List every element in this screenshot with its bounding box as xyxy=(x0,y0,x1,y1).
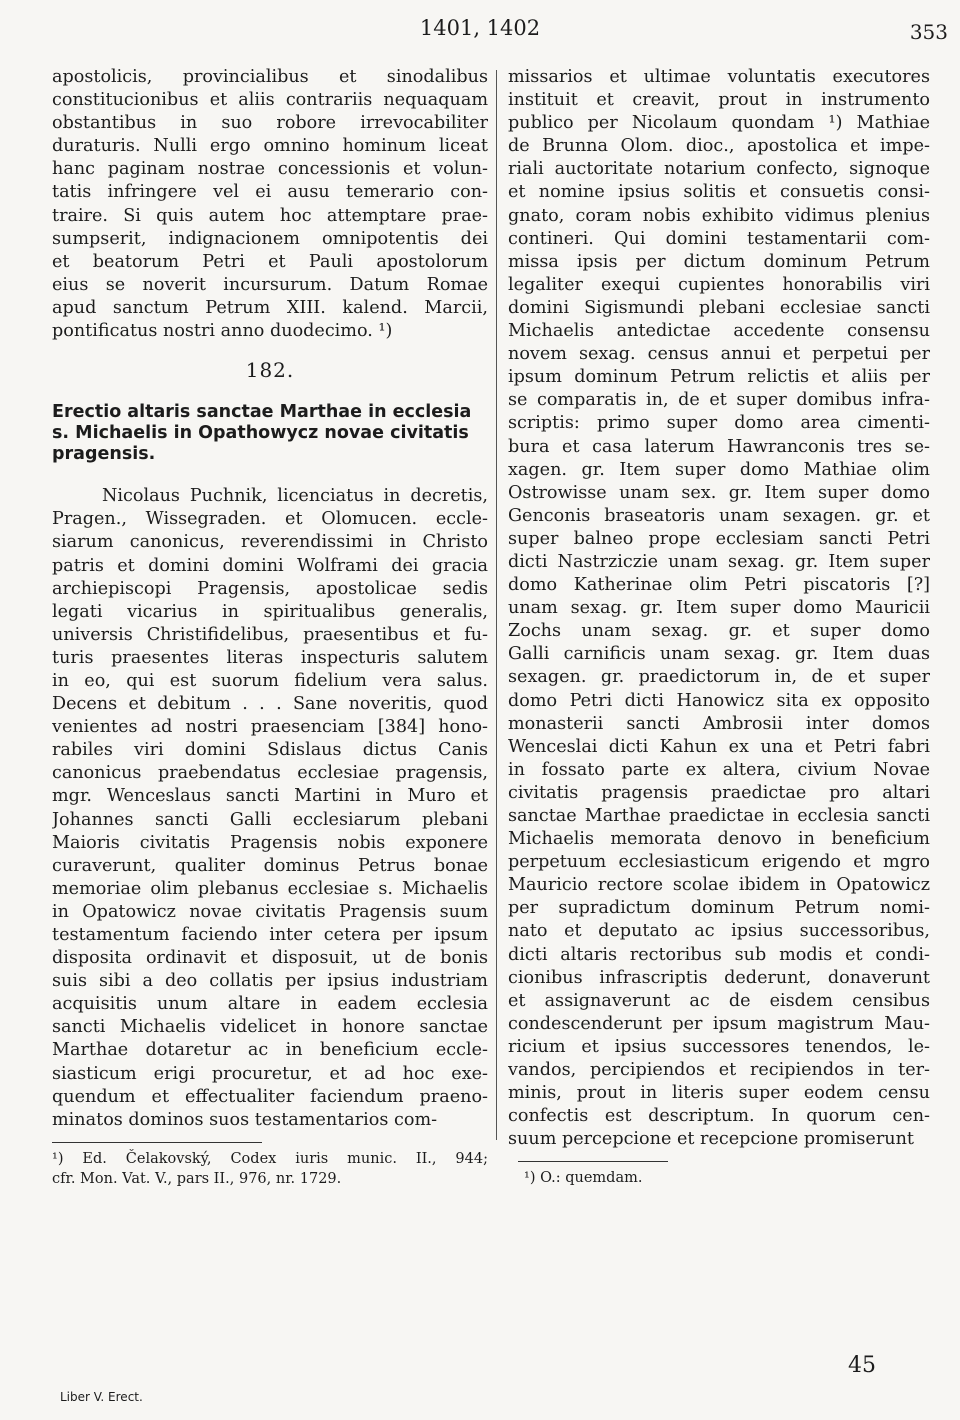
text-line: Mauricio rectore scolae ibidem in Opatowicz xyxy=(508,875,930,896)
text-line: Marthae dotaretur ac in beneficium eccle- xyxy=(52,1040,488,1061)
text-line: mgr. Wenceslaus sancti Martini in Muro et xyxy=(52,786,488,807)
document-years: 1401, 1402 xyxy=(419,16,541,40)
text-line: domo Katherinae olim Petri piscatoris [?] xyxy=(508,575,930,596)
text-line: siasticum erigi procuretur, et ad hoc exe- xyxy=(52,1063,488,1084)
text-line: et assignaverunt ac de eisdem censibus xyxy=(508,990,930,1011)
text-line: Ostrowisse unam sex. gr. Item super domo xyxy=(508,482,930,503)
text-line: acquisitis unum altare in eadem ecclesia xyxy=(52,994,488,1015)
column-divider xyxy=(496,70,497,1140)
text-line: memoriae olim plebanus ecclesiae s. Michaelis xyxy=(52,878,488,899)
text-line: archiepiscopi Pragensis, apostolicae sedis xyxy=(52,578,488,599)
text-line: nato et deputato ac ipsius successoribus, xyxy=(508,921,930,942)
text-line: domo Petri dicti Hanowicz sita ex opposito xyxy=(508,690,930,711)
left-footnotes xyxy=(52,1149,488,1189)
text-line: monasterii sancti Ambrosii inter domos xyxy=(508,713,930,734)
text-line: quendum et effectualiter faciendum praeno- xyxy=(52,1086,488,1107)
text-line: Wenceslai dicti Kahun ex una et Petri fabri xyxy=(508,736,930,757)
document-number: 182. xyxy=(245,358,295,383)
text-line: missa ipsis per dictum dominum Petrum xyxy=(508,251,930,272)
text-line: patris et domini domini Wolframi dei gracia xyxy=(52,555,488,576)
text-line: minatos dominos suos testamentarios com- xyxy=(52,1109,438,1130)
text-line: turis praesentes literas inspecturis salutem xyxy=(52,647,488,668)
text-line: tatis infringere vel ei ausu temerario con- xyxy=(52,182,488,203)
text-line: Michaelis memorata denovo in beneficium xyxy=(508,829,930,850)
text-line: dicti altaris rectoribus sub modis et condi- xyxy=(508,944,930,965)
text-line: constitucionibus et aliis contrariis nequaquam xyxy=(52,90,488,111)
text-line: canonicus praebendatus ecclesiae pragensis, xyxy=(52,763,488,784)
text-line: perpetuum ecclesiasticum erigendo et mgro xyxy=(508,852,930,873)
text-line: super balneo prope ecclesiam sancti Petri xyxy=(508,528,930,549)
text-line: instituit et creavit, prout in instrumento xyxy=(508,90,930,111)
text-line: sanctae Marthae praedictae in ecclesia sancti xyxy=(508,806,930,826)
text-line: rabiles viri domini Sdislaus dictus Canis xyxy=(52,740,488,761)
text-line: cionibus infrascriptis dederunt, donaverunt xyxy=(508,967,930,988)
text-line: testamentum faciendo inter cetera per ipsum xyxy=(52,925,488,945)
text-line: cfr. Mon. Vat. V., pars II., 976, nr. 1729. xyxy=(52,1170,342,1187)
text-line: domini Sigismundi plebani ecclesiae sancti xyxy=(508,297,930,318)
text-line: sexagen. gr. praedictorum in, de et super xyxy=(508,667,930,688)
text-line: pragensis. xyxy=(52,444,156,465)
text-line: disposita ordinavit et disposuit, ut de bonis xyxy=(52,948,488,969)
text-line: per supradictum dominum Petrum nomi- xyxy=(508,898,930,919)
text-line: Decens et debitum . . . Sane noveritis, quod xyxy=(52,694,488,715)
text-line: in eo, qui est suorum fidelium vera salus. xyxy=(52,670,488,691)
left-column xyxy=(52,66,488,1189)
text-line: contineri. Qui domini testamentarii com- xyxy=(508,228,930,249)
text-line: in Opatowicz novae civitatis Pragensis suum xyxy=(52,901,488,922)
text-line: sumpserit, indignacionem omnipotentis dei xyxy=(52,228,488,249)
text-line: legaliter exequi cupientes honorabilis viri xyxy=(508,274,930,295)
text-line: legati vicarius in spiritualibus generalis, xyxy=(52,601,488,622)
liber-note: Liber V. Erect. xyxy=(60,1390,143,1404)
text-line: duraturis. Nulli ergo omnino hominum liceat xyxy=(52,136,488,157)
right-column xyxy=(508,66,930,1188)
text-line: gnato, coram nobis exhibito vidimus plenius xyxy=(508,205,930,226)
text-line: venientes ad nostri praesenciam [384] hono- xyxy=(52,717,488,738)
text-line: vandos, percipiendos et recipiendos in ter- xyxy=(508,1060,930,1081)
text-line: de Brunna Olom. dioc., apostolica et impe- xyxy=(508,136,930,157)
page-number: 353 xyxy=(909,20,948,44)
document-heading xyxy=(52,402,488,465)
text-line: unam sexag. gr. Item super domo Mauricii xyxy=(508,598,930,619)
text-line: universis Christifidelibus, praesentibus et fu- xyxy=(52,624,488,645)
text-line: condescenderunt per ipsum magistrum Mau- xyxy=(508,1013,930,1034)
text-line: in fossato parte ex altera, civium Novae xyxy=(508,759,930,780)
text-line: sancti Michaelis videlicet in honore sanctae xyxy=(52,1017,488,1038)
text-line: suum percepcione et recepcione promiserunt xyxy=(508,1129,914,1150)
text-line: siarum canonicus, reverendissimi in Christo xyxy=(52,532,488,553)
text-line: traire. Si quis autem hoc attemptare prae- xyxy=(52,205,488,226)
text-line: minis, prout in literis super eodem censu xyxy=(508,1083,930,1104)
left-column-top-text xyxy=(52,66,488,343)
page-header xyxy=(0,12,960,44)
right-column-body-text xyxy=(508,66,930,1151)
text-line: eius se noverit incursurum. Datum Romae xyxy=(52,274,488,295)
text-line: Maioris civitatis Pragensis nobis exponere xyxy=(52,832,488,853)
text-line: pontificatus nostri anno duodecimo. ¹) xyxy=(52,321,393,342)
text-line: riali auctoritate notarium confecto, signoque xyxy=(508,159,930,180)
text-line: civitatis pragensis praedictae pro altari xyxy=(508,782,930,803)
text-line: et beatorum Petri et Pauli apostolorum xyxy=(52,251,488,272)
text-line: ¹) Ed. Čelakovský, Codex iuris munic. II., 944; xyxy=(52,1150,488,1167)
footnote-rule xyxy=(52,1142,262,1143)
text-line: apostolicis, provincialibus et sinodalibus xyxy=(52,67,488,87)
text-line: Genconis braseatoris unam sexagen. gr. et xyxy=(508,505,930,526)
text-line: ipsum dominum Petrum relictis et aliis per xyxy=(508,367,930,388)
text-line: Galli carnificis unam sexag. gr. Item duas xyxy=(508,644,930,665)
signature-mark: 45 xyxy=(848,1353,876,1378)
text-line: Erectio altaris sanctae Marthae in ecclesia xyxy=(52,402,472,423)
text-line: xagen. gr. Item super domo Mathiae olim xyxy=(508,459,930,480)
text-line: curaverunt, qualiter dominus Petrus bonae xyxy=(52,855,488,876)
text-line: confectis est descriptum. In quorum cen- xyxy=(508,1106,930,1127)
text-line: missarios et ultimae voluntatis executores xyxy=(508,67,930,87)
text-line: se comparatis in, de et super domibus infra- xyxy=(508,390,930,411)
text-line: ricium et ipsius successores tenendos, le- xyxy=(508,1036,930,1057)
text-line: s. Michaelis in Opathowycz novae civitatis xyxy=(52,423,469,444)
text-line: bura et casa laterum Hawranconis tres se- xyxy=(508,436,930,457)
text-line: publico per Nicolaum quondam ¹) Mathiae xyxy=(508,113,930,134)
text-line: Johannes sancti Galli ecclesiarum plebani xyxy=(52,809,488,830)
text-line: Nicolaus Puchnik, licenciatus in decretis, xyxy=(102,486,488,507)
text-line: novem sexag. census annui et perpetui per xyxy=(508,344,930,365)
text-line: scriptis: primo super domo area cimenti- xyxy=(508,413,930,434)
text-line: dicti Nastrziczie unam sexag. gr. Item super xyxy=(508,551,930,572)
right-footnote: ¹) O.: quemdam. xyxy=(524,1170,643,1187)
left-column-body-text xyxy=(52,485,488,1132)
text-line: Zochs unam sexag. gr. et super domo xyxy=(508,621,930,642)
text-line: hanc paginam nostrae concessionis et volun- xyxy=(52,159,488,180)
text-line: et nomine ipsius solitis et consuetis consi- xyxy=(508,182,930,203)
text-line: obstantibus in suo robore irrevocabiliter xyxy=(52,113,488,134)
text-line: Michaelis antedictae accedente consensu xyxy=(508,321,930,342)
text-line: suis sibi a deo collatis per ipsius industriam xyxy=(52,971,488,992)
text-line: apud sanctum Petrum XIII. kalend. Marcii, xyxy=(52,297,488,318)
footnote-rule-right xyxy=(518,1161,668,1162)
text-line: Pragen., Wissegraden. et Olomucen. eccle- xyxy=(52,509,488,530)
